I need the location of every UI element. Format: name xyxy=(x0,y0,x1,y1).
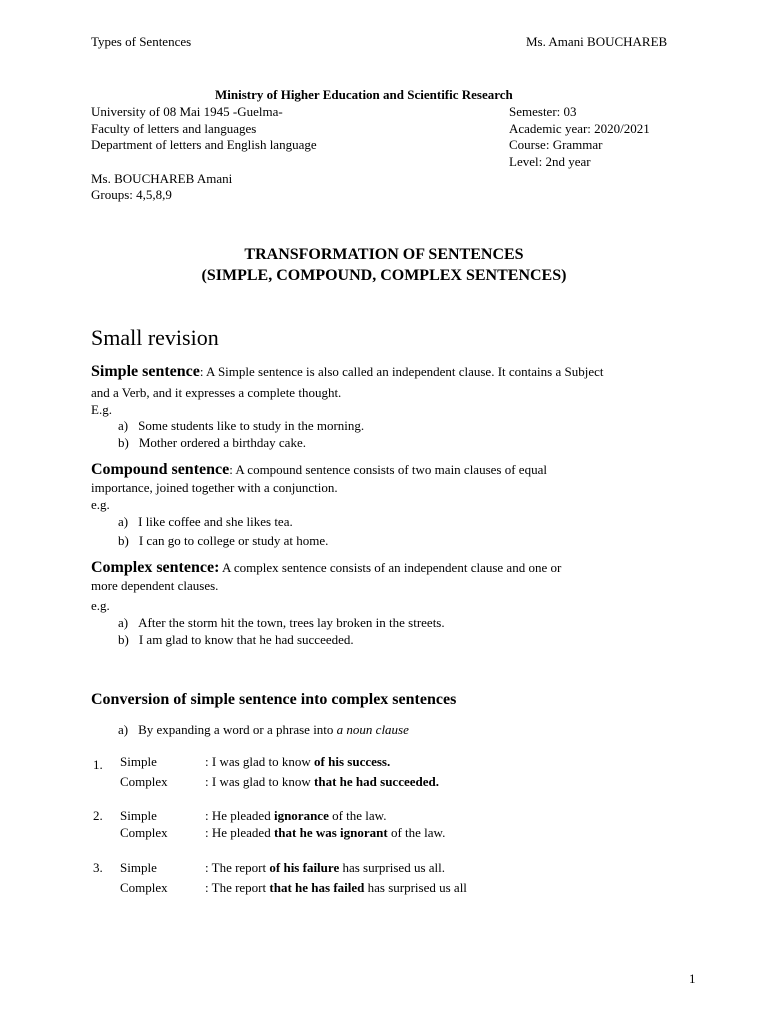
simple-example-text: : I was glad to know of his success. xyxy=(205,754,391,769)
faculty-line: Faculty of letters and languages xyxy=(91,121,257,136)
complex-eg: e.g. xyxy=(91,598,110,613)
simple-definition: Simple sentence: A Simple sentence is also called an independent clause. It contains a Subject xyxy=(91,363,604,380)
running-header-left: Types of Sentences xyxy=(91,34,192,49)
teacher-line: Ms. BOUCHAREB Amani xyxy=(91,171,233,186)
simple-label: Simple xyxy=(120,860,157,875)
complex-example-b: b) I am glad to know that he had succeeded. xyxy=(118,632,354,647)
ministry-line: Ministry of Higher Education and Scientific Research xyxy=(215,87,513,102)
complex-example-a: a) After the storm hit the town, trees lay broken in the streets. xyxy=(118,615,445,630)
complex-label: Complex xyxy=(120,774,168,789)
title-line-1: TRANSFORMATION OF SENTENCES xyxy=(244,246,524,263)
item-number: 2. xyxy=(93,808,103,823)
compound-example-b: b) I can go to college or study at home. xyxy=(118,533,329,548)
university-line: University of 08 Mai 1945 -Guelma- xyxy=(91,104,283,119)
course-line: Course: Grammar xyxy=(509,137,603,152)
complex-example-text: : He pleaded that he was ignorant of the law. xyxy=(205,825,446,840)
complex-definition-cont: more dependent clauses. xyxy=(91,578,219,593)
academic-year-line: Academic year: 2020/2021 xyxy=(509,121,650,136)
compound-term: Compound sentence xyxy=(91,461,230,478)
simple-label: Simple xyxy=(120,754,157,769)
page-number: 1 xyxy=(689,971,696,986)
simple-example-b: b) Mother ordered a birthday cake. xyxy=(118,435,306,450)
running-header-right: Ms. Amani BOUCHAREB xyxy=(526,34,668,49)
groups-line: Groups: 4,5,8,9 xyxy=(91,187,172,202)
conversion-heading: Conversion of simple sentence into complex sentences xyxy=(91,691,457,708)
revision-heading: Small revision xyxy=(91,325,219,350)
simple-example-text: : The report of his failure has surprised us all. xyxy=(205,860,446,875)
department-line: Department of letters and English language xyxy=(91,137,317,152)
simple-definition-cont: and a Verb, and it expresses a complete thought. xyxy=(91,385,342,400)
simple-term: Simple sentence xyxy=(91,363,200,380)
level-line: Level: 2nd year xyxy=(509,154,591,169)
compound-definition: Compound sentence: A compound sentence consists of two main clauses of equal xyxy=(91,461,547,478)
complex-definition: Complex sentence: A complex sentence consists of an independent clause and one or xyxy=(91,559,562,576)
simple-eg: E.g. xyxy=(91,402,112,417)
compound-definition-cont: importance, joined together with a conjunction. xyxy=(91,480,338,495)
title-line-2: (SIMPLE, COMPOUND, COMPLEX SENTENCES) xyxy=(201,267,567,284)
simple-example-text: : He pleaded ignorance of the law. xyxy=(205,808,387,823)
item-number: 3. xyxy=(93,860,103,875)
complex-example-text: : The report that he has failed has surprised us all xyxy=(205,880,467,895)
conversion-method: a) By expanding a word or a phrase into a noun clause xyxy=(118,722,409,737)
simple-example-a: a) Some students like to study in the morning. xyxy=(118,418,365,433)
simple-label: Simple xyxy=(120,808,157,823)
complex-term: Complex sentence: xyxy=(91,559,220,576)
complex-example-text: : I was glad to know that he had succeeded. xyxy=(205,774,439,789)
item-number: 1. xyxy=(93,757,103,772)
compound-example-a: a) I like coffee and she likes tea. xyxy=(118,514,293,529)
complex-label: Complex xyxy=(120,825,168,840)
semester-line: Semester: 03 xyxy=(509,104,577,119)
complex-label: Complex xyxy=(120,880,168,895)
compound-eg: e.g. xyxy=(91,497,110,512)
